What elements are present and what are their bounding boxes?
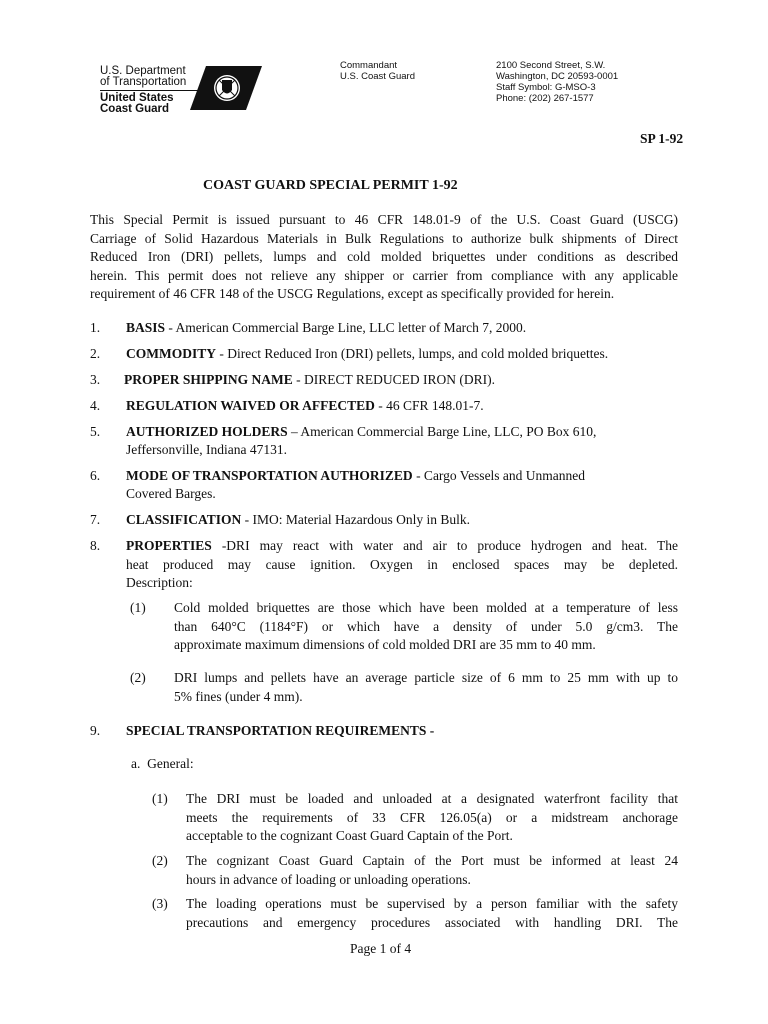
item-label: REGULATION WAIVED OR AFFECTED xyxy=(126,398,375,413)
item-number: 1. xyxy=(90,320,101,335)
sub-item-line: precautions and emergency procedures associated with handling DRI. The xyxy=(186,914,678,930)
item-text: - Cargo Vessels and Unmanned xyxy=(412,468,586,483)
item-label: BASIS xyxy=(126,320,166,335)
item-label: PROPER SHIPPING NAME xyxy=(124,372,293,387)
general-sub-item xyxy=(152,790,678,846)
item-label: COMMODITY xyxy=(126,346,216,361)
staff-symbol: Staff Symbol: G-MSO-3 xyxy=(496,82,596,93)
uscg-line-1: United States xyxy=(100,92,174,104)
dot-line-1: U.S. Department xyxy=(100,65,186,77)
address-city: Washington, DC 20593-0001 xyxy=(496,71,619,82)
sub-item-number: (2) xyxy=(130,670,146,685)
phone: Phone: (202) 267-1577 xyxy=(496,93,594,104)
item-label: CLASSIFICATION xyxy=(126,512,242,527)
document-id: SP 1-92 xyxy=(640,131,684,146)
sub-item-line: meets the requirements of 33 CFR 126.05(a) or a midstream anchorage xyxy=(186,809,678,825)
sub-item-number: (1) xyxy=(152,791,168,806)
dot-line-2: of Transportation xyxy=(100,76,187,88)
item-text: -DRI may react with water and air to produce hydrogen and heat. The xyxy=(211,538,678,553)
general-sub-item xyxy=(152,852,678,890)
uscg-name xyxy=(100,93,174,115)
page-number: Page 1 of 4 xyxy=(350,941,412,956)
intro-line: requirement of 46 CFR 148 of the USCG Regulations, except as specifically provided for herein. xyxy=(90,286,615,301)
sub-item-line: The loading operations must be supervised by a person familiar with the safety xyxy=(186,896,678,911)
item-number: 5. xyxy=(90,424,101,439)
sub-item-line: The cognizant Coast Guard Captain of the Port must be informed at least 24 xyxy=(186,853,678,868)
sub-item-line: The DRI must be loaded and unloaded at a designated waterfront facility that xyxy=(186,791,678,806)
intro-line: Reduced Iron (DRI) pellets, lumps and cold molded briquettes under conditions as described xyxy=(90,249,678,264)
item-number: 8. xyxy=(90,538,101,553)
dot-name xyxy=(100,66,186,88)
sub-item-line: DRI lumps and pellets have an average particle size of 6 mm to 25 mm with up to xyxy=(174,670,678,685)
item-text: – American Commercial Barge Line, LLC, PO Box 610, xyxy=(287,424,597,439)
item-text: - DIRECT REDUCED IRON (DRI). xyxy=(292,372,495,387)
item-label: AUTHORIZED HOLDERS xyxy=(126,424,288,439)
item-label: SPECIAL TRANSPORTATION REQUIREMENTS - xyxy=(126,723,435,738)
general-heading: a. General: xyxy=(131,756,194,771)
property-sub-item xyxy=(130,669,678,707)
coast-guard-emblem-icon xyxy=(190,66,262,110)
sub-item-number: (2) xyxy=(152,853,168,868)
intro-line: This Special Permit is issued pursuant to 46 CFR 148.01-9 of the U.S. Coast Guard (USCG) xyxy=(90,212,678,227)
item-text: - 46 CFR 148.01-7. xyxy=(374,398,484,413)
commandant-block xyxy=(340,60,415,82)
item-text-continued: Description: xyxy=(126,575,193,590)
item-label: MODE OF TRANSPORTATION AUTHORIZED xyxy=(126,468,413,483)
item-text-continued: heat produced may cause ignition. Oxygen in enclosed spaces may be depleted. xyxy=(126,556,678,572)
item-label: PROPERTIES xyxy=(126,538,212,553)
sub-item-number: (1) xyxy=(130,600,146,615)
sub-item-line: 5% fines (under 4 mm). xyxy=(174,688,303,704)
item-number: 7. xyxy=(90,512,101,527)
dot-divider xyxy=(100,90,200,91)
item-properties xyxy=(90,537,678,593)
intro-line: Carriage of Solid Hazardous Materials in Bulk Regulations to authorize bulk shipments of Direct xyxy=(90,230,678,246)
item-text: - American Commercial Barge Line, LLC letter of March 7, 2000. xyxy=(165,320,527,335)
uscg-line-2: Coast Guard xyxy=(100,103,170,115)
item-text: - IMO: Material Hazardous Only in Bulk. xyxy=(241,512,470,527)
sub-item-line: approximate maximum dimensions of cold molded DRI are 35 mm to 40 mm. xyxy=(174,637,596,652)
item-number: 3. xyxy=(90,372,101,387)
address-street: 2100 Second Street, S.W. xyxy=(496,60,606,71)
item-number: 6. xyxy=(90,468,101,483)
commandant-line: Commandant xyxy=(340,60,398,71)
sub-item-line: than 640°C (1184°F) or which have a density of under 5.0 g/cm3. The xyxy=(174,618,678,634)
sub-item-number: (3) xyxy=(152,896,168,911)
item-number: 4. xyxy=(90,398,101,413)
general-sub-item xyxy=(152,895,678,933)
item-text-continued: Covered Barges. xyxy=(126,486,216,501)
page-title: COAST GUARD SPECIAL PERMIT 1-92 xyxy=(203,178,458,193)
sub-item-line: acceptable to the cognizant Coast Guard Captain of the Port. xyxy=(186,828,513,843)
uscg-line: U.S. Coast Guard xyxy=(340,71,415,82)
address-block xyxy=(496,60,618,104)
item-number: 9. xyxy=(90,723,101,738)
intro-paragraph xyxy=(90,211,678,304)
property-sub-item xyxy=(130,599,678,655)
sub-item-line: hours in advance of loading or unloading operations. xyxy=(186,871,471,887)
item-number: 2. xyxy=(90,346,101,361)
sub-item-line: Cold molded briquettes are those which have been molded at a temperature of less xyxy=(174,600,678,615)
intro-line: herein. This permit does not relieve any shipper or carrier from compliance with any applicable xyxy=(90,267,678,283)
item-text: - Direct Reduced Iron (DRI) pellets, lumps, and cold molded briquettes. xyxy=(216,346,609,361)
item-text-continued: Jeffersonville, Indiana 47131. xyxy=(126,442,287,457)
